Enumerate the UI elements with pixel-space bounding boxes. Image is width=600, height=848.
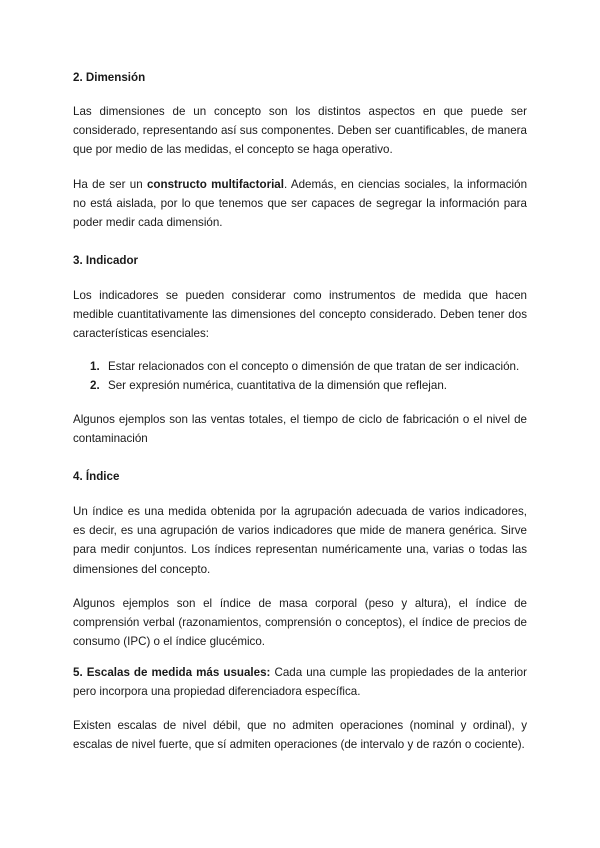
indicator-paragraph-2: Algunos ejemplos son las ventas totales, el tiempo de ciclo de fabricación o el nivel de contaminación: [73, 413, 527, 446]
section-heading-dimension: 2. Dimensión: [73, 71, 146, 84]
list-item-number: 1.: [90, 360, 100, 373]
list-item-text: Estar relacionados con el concepto o dimensión de que tratan de ser indicación.: [108, 360, 520, 373]
scales-paragraph-2: Existen escalas de nivel débil, que no admiten operaciones (nominal y ordinal), y escalas de nivel fuerte, que sí admiten operaciones (de intervalo y de razón o cociente).: [73, 719, 527, 752]
dimension-paragraph-2: [73, 175, 527, 233]
dimension-p2-before: Ha de ser un: [73, 178, 147, 191]
section-heading-scales: 5. Escalas de medida más usuales:: [73, 666, 271, 679]
list-item-number: 2.: [90, 379, 100, 392]
section-heading-index: 4. Índice: [73, 470, 120, 483]
index-paragraph-2: Algunos ejemplos son el índice de masa corporal (peso y altura), el índice de comprensión verbal (razonamientos, comprensión o conceptos), el índice de precios de consumo (IPC) o el índice glucémico.: [73, 597, 527, 649]
index-paragraph-1: Un índice es una medida obtenida por la agrupación adecuada de varios indicadores, es decir, es una agrupación de varios indicadores que mide de manera genérica. Sirve para medir conjuntos. Los índices representan numéricamente una, varias o todas las dimensiones del concepto.: [73, 505, 527, 576]
list-item: [90, 376, 527, 395]
section-heading-indicator: 3. Indicador: [73, 254, 139, 267]
dimension-p2-bold: constructo multifactorial: [146, 178, 284, 191]
scales-p1-text: Cada una cumple las propiedades de la anterior pero incorpora una propiedad diferenciadora específica.: [73, 666, 527, 699]
list-item: [90, 357, 527, 376]
dimension-p2-after: . Además, en ciencias sociales, la información no está aislada, por lo que tenemos que ser capaces de segregar la información para poder medir cada dimensión.: [73, 178, 528, 230]
list-item-text: Ser expresión numérica, cuantitativa de la dimensión que reflejan.: [108, 379, 447, 392]
dimension-paragraph-1: Las dimensiones de un concepto son los distintos aspectos en que puede ser considerado, representando así sus componentes. Deben ser cuantificables, de manera que por medio de las medidas, el concepto se haga operativo.: [73, 105, 527, 157]
scales-paragraph-1: [73, 663, 527, 701]
indicator-paragraph-1: Los indicadores se pueden considerar como instrumentos de medida que hacen medible cuantitativamente las dimensiones del concepto considerado. Deben tener dos características esenciales:: [73, 289, 527, 341]
